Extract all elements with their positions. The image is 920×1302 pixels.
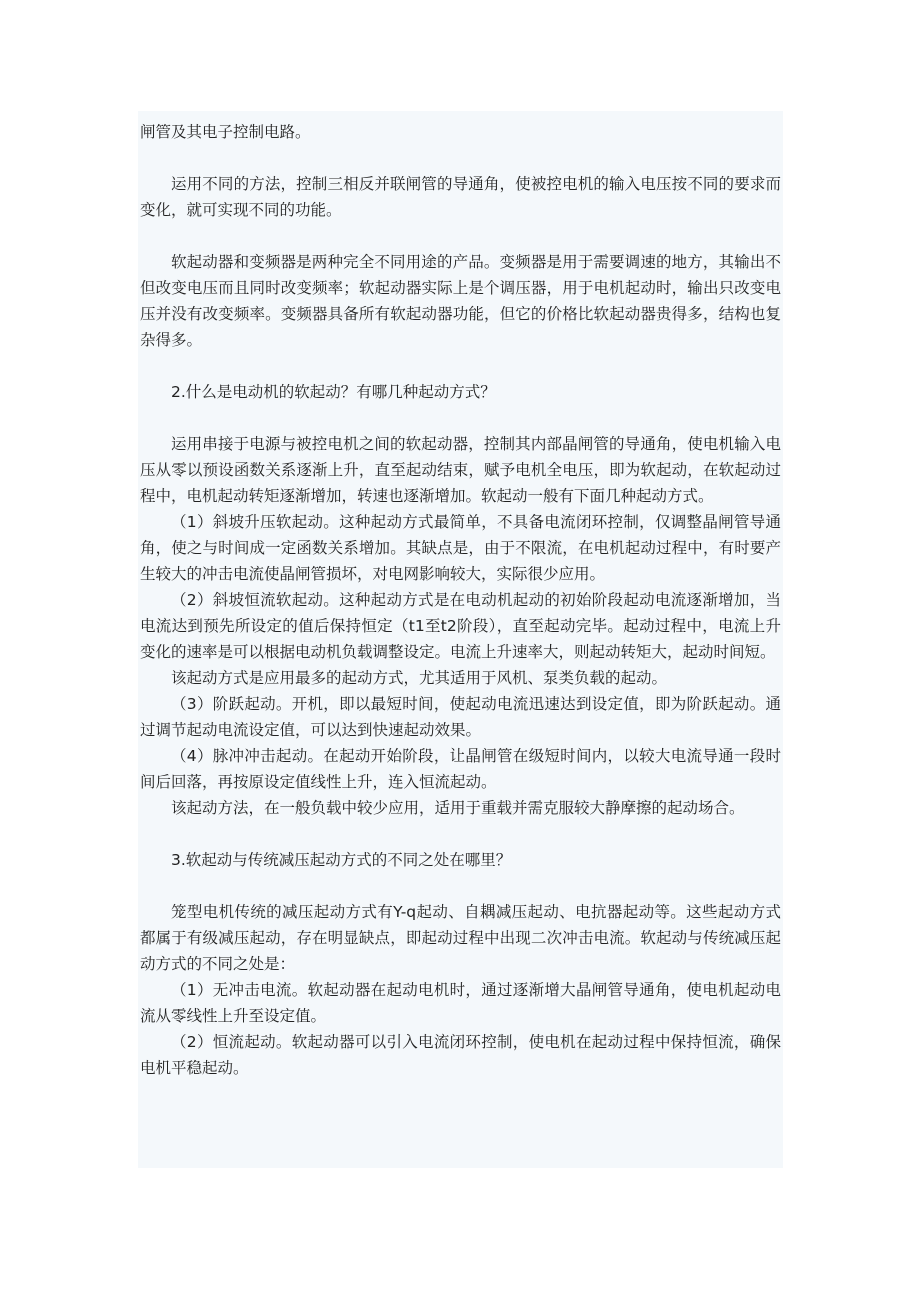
- blank-line: [140, 145, 781, 171]
- paragraph: 该起动方式是应用最多的起动方式，尤其适用于风机、泵类负载的起动。: [171, 669, 668, 687]
- paragraph: 该起动方法，在一般负载中较少应用，适用于重载并需克服较大静摩擦的起动场合。: [171, 799, 745, 817]
- blank-line: [140, 223, 781, 249]
- blank-line: [140, 405, 781, 431]
- list-item: （4）脉冲冲击起动。在起动开始阶段，让晶闸管在级短时间内，以较大电流导通一段时间后回落，再按原设定值线性上升，连入恒流起动。: [140, 747, 781, 791]
- list-item: （3）阶跃起动。开机，即以最短时间，使起动电流迅速达到设定值，即为阶跃起动。通过调节起动电流设定值，可以达到快速起动效果。: [140, 695, 781, 739]
- list-item: （1）无冲击电流。软起动器在起动电机时，通过逐渐增大晶闸管导通角，使电机起动电流从零线性上升至设定值。: [140, 981, 781, 1025]
- paragraph: 闸管及其电子控制电路。: [140, 123, 311, 141]
- blank-line: [140, 821, 781, 847]
- section-heading: 2.什么是电动机的软起动？有哪几种起动方式？: [171, 383, 496, 401]
- list-item: （2）恒流起动。软起动器可以引入电流闭环控制，使电机在起动过程中保持恒流，确保电机平稳起动。: [140, 1033, 781, 1077]
- blank-line: [140, 353, 781, 379]
- paragraph: 软起动器和变频器是两种完全不同用途的产品。变频器是用于需要调速的地方，其输出不但改变电压而且同时改变频率；软起动器实际上是个调压器，用于电机起动时，输出只改变电压并没有改变频率。变频器具备所有软起动器功能，但它的价格比软起动器贵得多，结构也复杂得多。: [140, 253, 781, 349]
- paragraph: 运用串接于电源与被控电机之间的软起动器，控制其内部晶闸管的导通角，使电机输入电压从零以预设函数关系逐渐上升，直至起动结束，赋予电机全电压，即为软起动，在软起动过程中，电机起动转矩逐渐增加，转速也逐渐增加。软起动一般有下面几种起动方式。: [140, 435, 781, 505]
- section-heading: 3.软起动与传统减压起动方式的不同之处在哪里？: [171, 851, 512, 869]
- paragraph: 运用不同的方法，控制三相反并联闸管的导通角，使被控电机的输入电压按不同的要求而变化，就可实现不同的功能。: [140, 175, 781, 219]
- document-body: [138, 111, 783, 1168]
- paragraph: 笼型电机传统的减压起动方式有Y-q起动、自耦减压起动、电抗器起动等。这些起动方式都属于有级减压起动，存在明显缺点，即起动过程中出现二次冲击电流。软起动与传统减压起动方式的不同之处是：: [140, 903, 781, 973]
- blank-line: [140, 873, 781, 899]
- list-item: （2）斜坡恒流软起动。这种起动方式是在电动机起动的初始阶段起动电流逐渐增加，当电流达到预先所设定的值后保持恒定（t1至t2阶段），直至起动完毕。起动过程中，电流上升变化的速率是可以根据电动机负载调整设定。电流上升速率大，则起动转矩大，起动时间短。: [140, 591, 781, 661]
- list-item: （1）斜坡升压软起动。这种起动方式最简单，不具备电流闭环控制，仅调整晶闸管导通角，使之与时间成一定函数关系增加。其缺点是，由于不限流，在电机起动过程中，有时要产生较大的冲击电流使晶闸管损坏，对电网影响较大，实际很少应用。: [140, 513, 781, 583]
